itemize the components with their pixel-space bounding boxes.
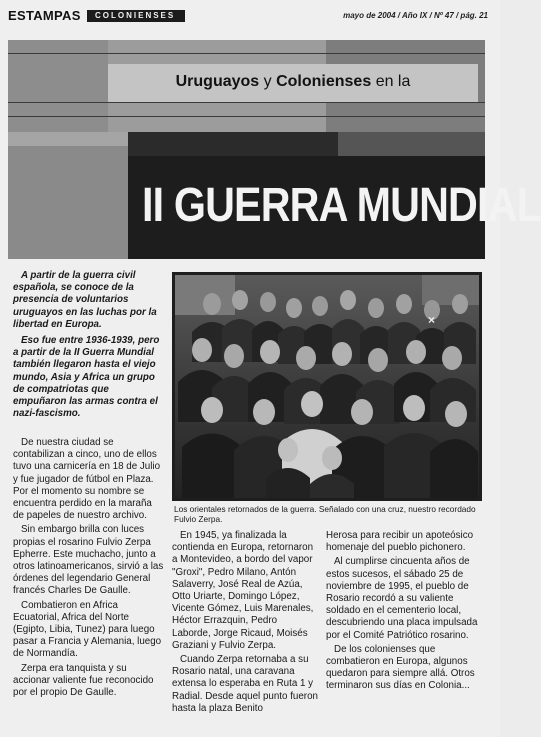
article-column-3 (326, 530, 482, 695)
body-paragraph: Sin embargo brilla con luces propias el rosarino Fulvio Zerpa Epherre. Este muchacho, junto a otros latinoamericanos, sirvió a las órdenes del legendario General francés Charles De Gaulle. (13, 524, 164, 597)
body-paragraph: Al cumplirse cincuenta años de estos sucesos, el sábado 25 de noviembre de 1995, el pueblo de Rosario recordó a su valiente soldado en el cementerio local, descubriendo una placa impulsada por el Comité Patriótico rosarino. (326, 556, 478, 641)
kicker-word: y (263, 73, 272, 90)
article-kicker (108, 73, 478, 91)
body-paragraph: En 1945, ya finalizada la contienda en Europa, retornaron a Montevideo, a bordo del vapor "Groxi", Pedro Milano, Antón Salaverry, José Real de Azúa, Otto Uriarte, Domingo López, Vicente Gómez, Luis Marenales, Héctor Errazquin, Pedro Laborde, Jorge Ricaud, Moisés Graziani y Fulvio Zerpa. (172, 530, 314, 651)
body-paragraph: Combatieron en Africa Ecuatorial, Africa del Norte (Egipto, Libia, Tunez) para luego pasar a Francia y Alemania, luego de Normandía. (13, 599, 162, 660)
body-paragraph: Herosa para recibir un apoteósico homenaje del pueblo pichonero. (326, 530, 474, 554)
banner-rule (8, 116, 485, 117)
article-banner (8, 40, 541, 259)
photo-caption: Los orientales retornados de la guerra. Señalado con una cruz, nuestro recordado Fulvio Zerpa. (174, 504, 476, 524)
masthead-section: COLONIENSES (87, 10, 185, 22)
group-photo-image (172, 272, 482, 501)
banner-block (8, 132, 128, 259)
kicker-word: Colonienses (276, 73, 372, 90)
body-paragraph: De nuestra ciudad se contabilizan a cinco, uno de ellos tuvo una carnicería en 18 de Julio y fue jugador de fútbol en Plaza. Por el momento su nombre se encuentra perdido en la maraña de papeles de nuestro archivo. (13, 437, 161, 522)
masthead-issue-info: mayo de 2004 / Año IX / Nº 47 / pág. 21 (343, 11, 488, 20)
article-lead (13, 270, 164, 424)
body-paragraph: Cuando Zerpa retornaba a su Rosario natal, una caravana extensa lo esperaba en Ruta 1 y Radial. Desde aquel punto fueron hasta la plaza Benito (172, 654, 318, 714)
lead-paragraph: A partir de la guerra civil española, se conoce de la presencia de voluntarios uruguayos en las luchas por la libertad en Europa. (13, 270, 157, 330)
kicker-word: Uruguayos (175, 73, 260, 90)
group-photo (172, 272, 482, 501)
banner-title-band (338, 132, 485, 156)
body-paragraph: De los colonienses que combatieron en Europa, algunos quedaron para siempre allá. Otros terminaron sus días en Colonia... (326, 643, 475, 692)
banner-rule (8, 102, 485, 103)
kicker-word: en la (375, 73, 411, 90)
masthead (8, 8, 492, 24)
masthead-brand: ESTAMPAS (8, 8, 81, 23)
body-paragraph: Zerpa era tanquista y su accionar valiente fue reconocido por el propio De Gaulle. (13, 662, 154, 699)
lead-paragraph: Eso fue entre 1936-1939, pero a partir de la II Guerra Mundial también llegaron hasta el viejo mundo, Asia y Africa un grupo de compatriotas que empuñaron las armas contra el nazi-fascismo. (13, 335, 160, 420)
article-column-1 (13, 437, 164, 701)
article-column-2 (172, 530, 318, 717)
photo-cross-mark: × (428, 313, 436, 327)
banner-block-band (8, 132, 128, 146)
banner-subtitle-box (108, 64, 478, 102)
banner-rule (8, 53, 485, 54)
article-headline: II GUERRA MUNDIAL (142, 179, 541, 232)
